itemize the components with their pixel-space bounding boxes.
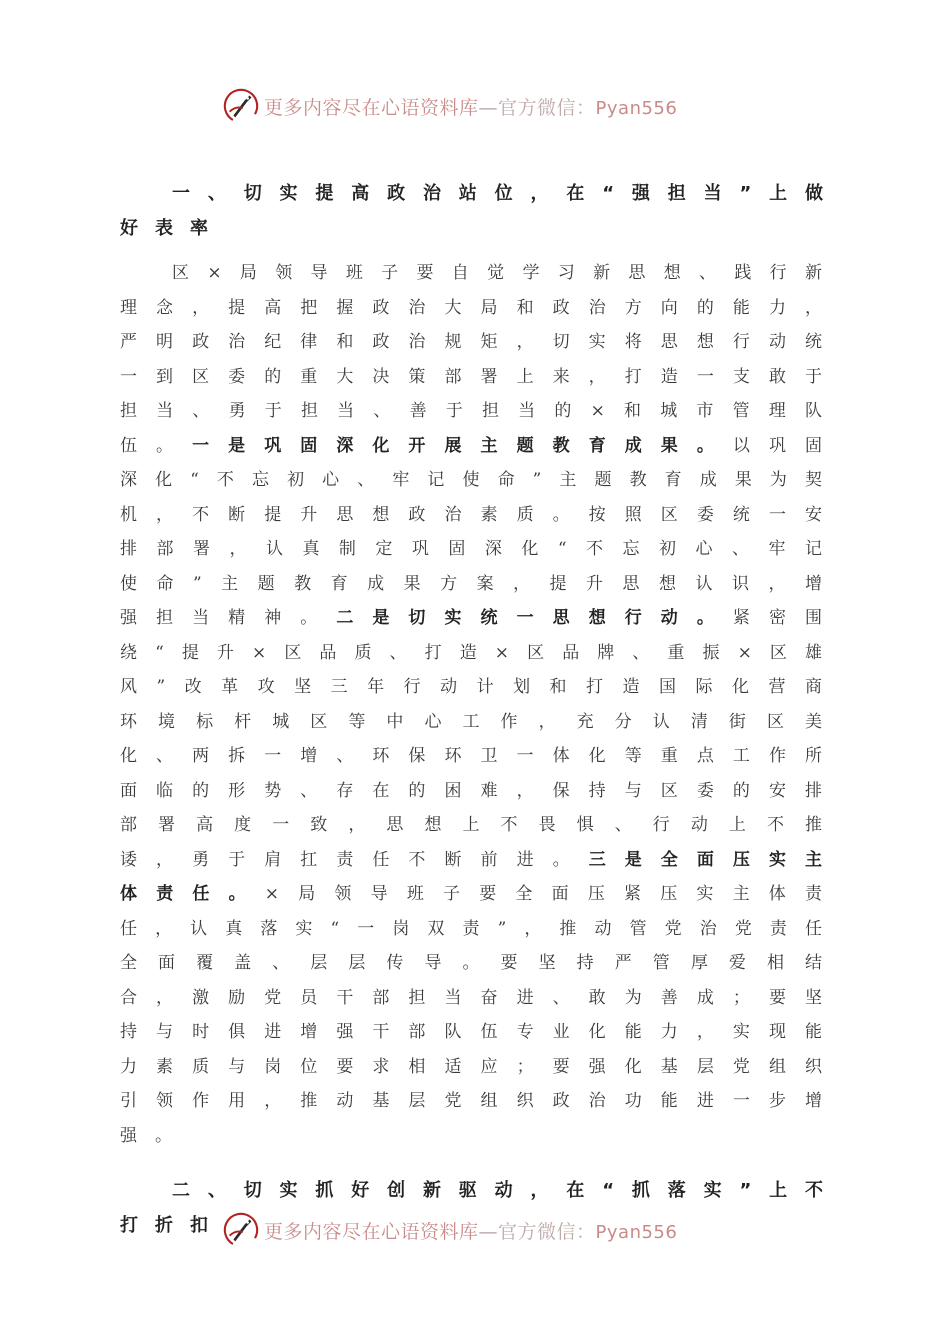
watermark-dash: — bbox=[478, 1220, 499, 1243]
header-watermark-banner bbox=[222, 86, 742, 126]
paragraph-text: ×局领导班子要全面压紧压实主体责任，认真落实“一岗双责”，推动管党治党责任全面覆盖、层层传导。要坚持严管厚爱相结合，激励党员干部担当奋进、敢为善成；要坚持与时俱进增强干部队伍专业化能力，实现能力素质与岗位要求相适应；要强化基层党组织引领作用，推动基层党组织政治功能进一步增强。 bbox=[120, 884, 841, 1146]
watermark-site-text: 更多内容尽在心语资料库 bbox=[264, 96, 479, 119]
paragraph-text: 区×局领导班子要自觉学习新思想、践行新理念，提高把握政治大局和政治方向的能力，严明政治纪律和政治规矩，切实将思想行动统一到区委的重大决策部署上来，打造一支敢于担当、勇于担当、善于担当的×和城市管理队伍。 bbox=[120, 263, 840, 456]
section-heading-2: 二、切实抓好创新驱动，在“抓落实”上不打折扣 bbox=[120, 1180, 840, 1236]
section-heading-1: 一、切实提高政治站位，在“强担当”上做好表率 bbox=[120, 183, 840, 239]
watermark-site-text: 更多内容尽在心语资料库 bbox=[264, 1220, 479, 1243]
bold-subpoint-3: 三是全面压实主体责任。 bbox=[120, 849, 841, 904]
watermark-wechat-label: 官方微信： bbox=[498, 96, 596, 119]
watermark-text bbox=[264, 1217, 677, 1244]
paragraph-text: 以巩固深化“不忘初心、牢记使命”主题教育成果为契机，不断提升思想政治素质。按照区委统一安排部署，认真制定巩固深化“不忘初心、牢记使命”主题教育成果方案，提升思想认识，增强担当精神。 bbox=[120, 435, 841, 628]
watermark-text bbox=[264, 93, 677, 120]
watermark-wechat-label: 官方微信： bbox=[498, 1220, 596, 1243]
paragraph-text: 紧密围绕“提升×区品质、打造×区品牌、重振×区雄风”改革攻坚三年行动计划和打造国际化营商环境标杆城区等中心工作，充分认清街区美化、两拆一增、环保环卫一体化等重点工作所面临的形势、存在的困难，保持与区委的安排部署高度一致，思想上不畏惧、行动上不推诿，勇于肩扛责任不断前进。 bbox=[120, 608, 841, 870]
footer-watermark-banner bbox=[222, 1210, 742, 1250]
pen-nib-logo-icon bbox=[222, 87, 260, 125]
document-body bbox=[120, 176, 840, 1253]
watermark-dash: — bbox=[478, 96, 499, 119]
bold-subpoint-2: 二是切实统一思想行动。 bbox=[336, 608, 733, 628]
pen-nib-logo-icon bbox=[222, 1211, 260, 1249]
watermark-wechat-id: Pyan556 bbox=[595, 97, 678, 119]
watermark-wechat-id: Pyan556 bbox=[595, 1221, 678, 1243]
bold-subpoint-1: 一是巩固深化开展主题教育成果。 bbox=[192, 435, 733, 456]
section-paragraph-1 bbox=[120, 256, 840, 1153]
